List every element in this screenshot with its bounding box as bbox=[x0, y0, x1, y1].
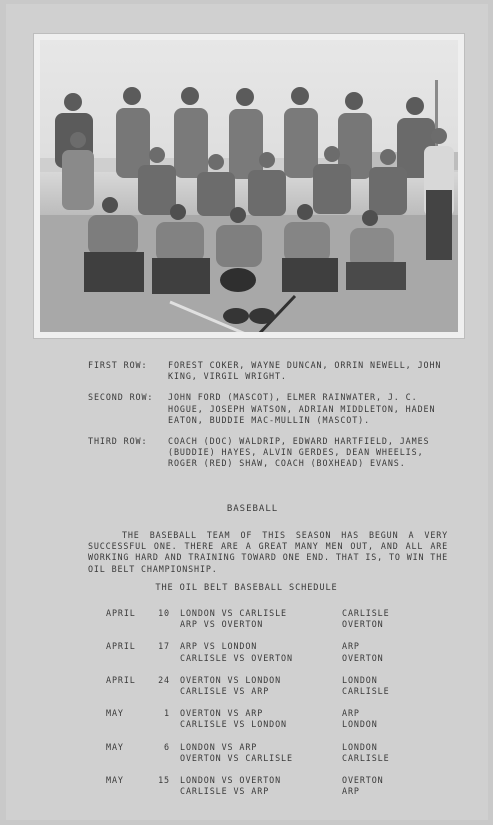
site: LONDON bbox=[342, 741, 378, 752]
schedule-sites bbox=[342, 775, 406, 797]
caption-third-row bbox=[88, 436, 448, 470]
site: OVERTON bbox=[342, 619, 384, 630]
caption-first-row bbox=[88, 360, 448, 382]
schedule-sites bbox=[342, 641, 406, 663]
yearbook-page bbox=[6, 4, 488, 820]
schedule-matches bbox=[180, 742, 342, 764]
match: CARLISLE VS OVERTON bbox=[180, 652, 293, 663]
site: LONDON bbox=[342, 674, 378, 685]
schedule-entry bbox=[106, 775, 406, 797]
site: CARLISLE bbox=[342, 686, 390, 697]
schedule-month: APRIL bbox=[106, 674, 136, 685]
team-photo-image bbox=[40, 40, 458, 332]
schedule-sites bbox=[342, 742, 406, 764]
caption-names: COACH (DOC) WALDRIP, EDWARD HARTFIELD, JAMES (BUDDIE) HAYES, ALVIN GERDES, DEAN WHEELIS, ROGER (RED) SHAW, COACH (BOXHEAD) EVANS. bbox=[168, 436, 430, 469]
site: OVERTON bbox=[342, 775, 384, 786]
caption-label: THIRD ROW: bbox=[88, 436, 148, 447]
match: ARP VS LONDON bbox=[180, 641, 258, 652]
match: OVERTON VS ARP bbox=[180, 708, 264, 719]
schedule-sites bbox=[342, 675, 406, 697]
schedule-entry bbox=[106, 608, 406, 630]
match: CARLISLE VS ARP bbox=[180, 686, 270, 697]
site: LONDON bbox=[342, 719, 378, 730]
schedule-title: THE OIL BELT BASEBALL SCHEDULE bbox=[155, 583, 338, 593]
caption-names: JOHN FORD (MASCOT), ELMER RAINWATER, J. C. HOGUE, JOSEPH WATSON, ADRIAN MIDDLETON, HADEN EATON, BUDDIE MAC-MULLIN (MASCOT). bbox=[168, 392, 436, 425]
caption-label: SECOND ROW: bbox=[88, 392, 154, 403]
schedule-day: 15 bbox=[158, 775, 170, 786]
site: CARLISLE bbox=[342, 752, 390, 763]
match: LONDON VS CARLISLE bbox=[180, 608, 287, 618]
match: CARLISLE VS LONDON bbox=[180, 719, 287, 730]
schedule-sites bbox=[342, 708, 406, 730]
schedule-entry bbox=[106, 742, 406, 764]
schedule-day: 24 bbox=[158, 674, 170, 685]
site: OVERTON bbox=[342, 652, 384, 663]
schedule-entry bbox=[106, 708, 406, 730]
schedule-day: 17 bbox=[158, 641, 170, 652]
schedule-table bbox=[106, 608, 406, 808]
site: ARP bbox=[342, 786, 360, 797]
schedule-month: APRIL bbox=[106, 641, 136, 652]
schedule-day: 10 bbox=[158, 608, 170, 618]
schedule-matches bbox=[180, 708, 342, 730]
baseball-paragraph: THE BASEBALL TEAM OF THIS SEASON HAS BEGUN A VERY SUCCESSFUL ONE. THERE ARE A GREAT MANY MEN OUT, AND ALL ARE WORKING HARD AND TRAINING TOWARD ONE END. THAT IS, TO WIN THE OIL BELT CHAMPIONSHIP. bbox=[88, 530, 448, 574]
site: CARLISLE bbox=[342, 608, 390, 618]
caption-names: FOREST COKER, WAYNE DUNCAN, ORRIN NEWELL, JOHN KING, VIRGIL WRIGHT. bbox=[168, 360, 442, 382]
schedule-entry bbox=[106, 675, 406, 697]
team-photo-frame bbox=[33, 33, 465, 339]
match: OVERTON VS LONDON bbox=[180, 674, 282, 685]
caption-label: FIRST ROW: bbox=[88, 360, 148, 370]
match: LONDON VS OVERTON bbox=[180, 775, 282, 786]
schedule-matches bbox=[180, 775, 342, 797]
team-photo bbox=[40, 40, 458, 332]
site: ARP bbox=[342, 708, 360, 719]
section-title: BASEBALL bbox=[226, 504, 279, 514]
caption-second-row bbox=[88, 392, 448, 426]
photo-captions bbox=[88, 360, 448, 480]
match: OVERTON VS CARLISLE bbox=[180, 752, 293, 763]
schedule-month: MAY bbox=[106, 775, 124, 786]
site: ARP bbox=[342, 641, 360, 652]
schedule-day: 6 bbox=[164, 741, 170, 752]
schedule-matches bbox=[180, 641, 342, 663]
schedule-matches bbox=[180, 608, 342, 630]
schedule-month: MAY bbox=[106, 741, 124, 752]
match: LONDON VS ARP bbox=[180, 741, 258, 752]
schedule-month: MAY bbox=[106, 708, 124, 719]
schedule-day: 1 bbox=[164, 708, 170, 719]
schedule-entry bbox=[106, 641, 406, 663]
schedule-sites bbox=[342, 608, 406, 630]
match: ARP VS OVERTON bbox=[180, 619, 264, 630]
match: CARLISLE VS ARP bbox=[180, 786, 270, 797]
schedule-matches bbox=[180, 675, 342, 697]
schedule-month: APRIL bbox=[106, 608, 136, 618]
